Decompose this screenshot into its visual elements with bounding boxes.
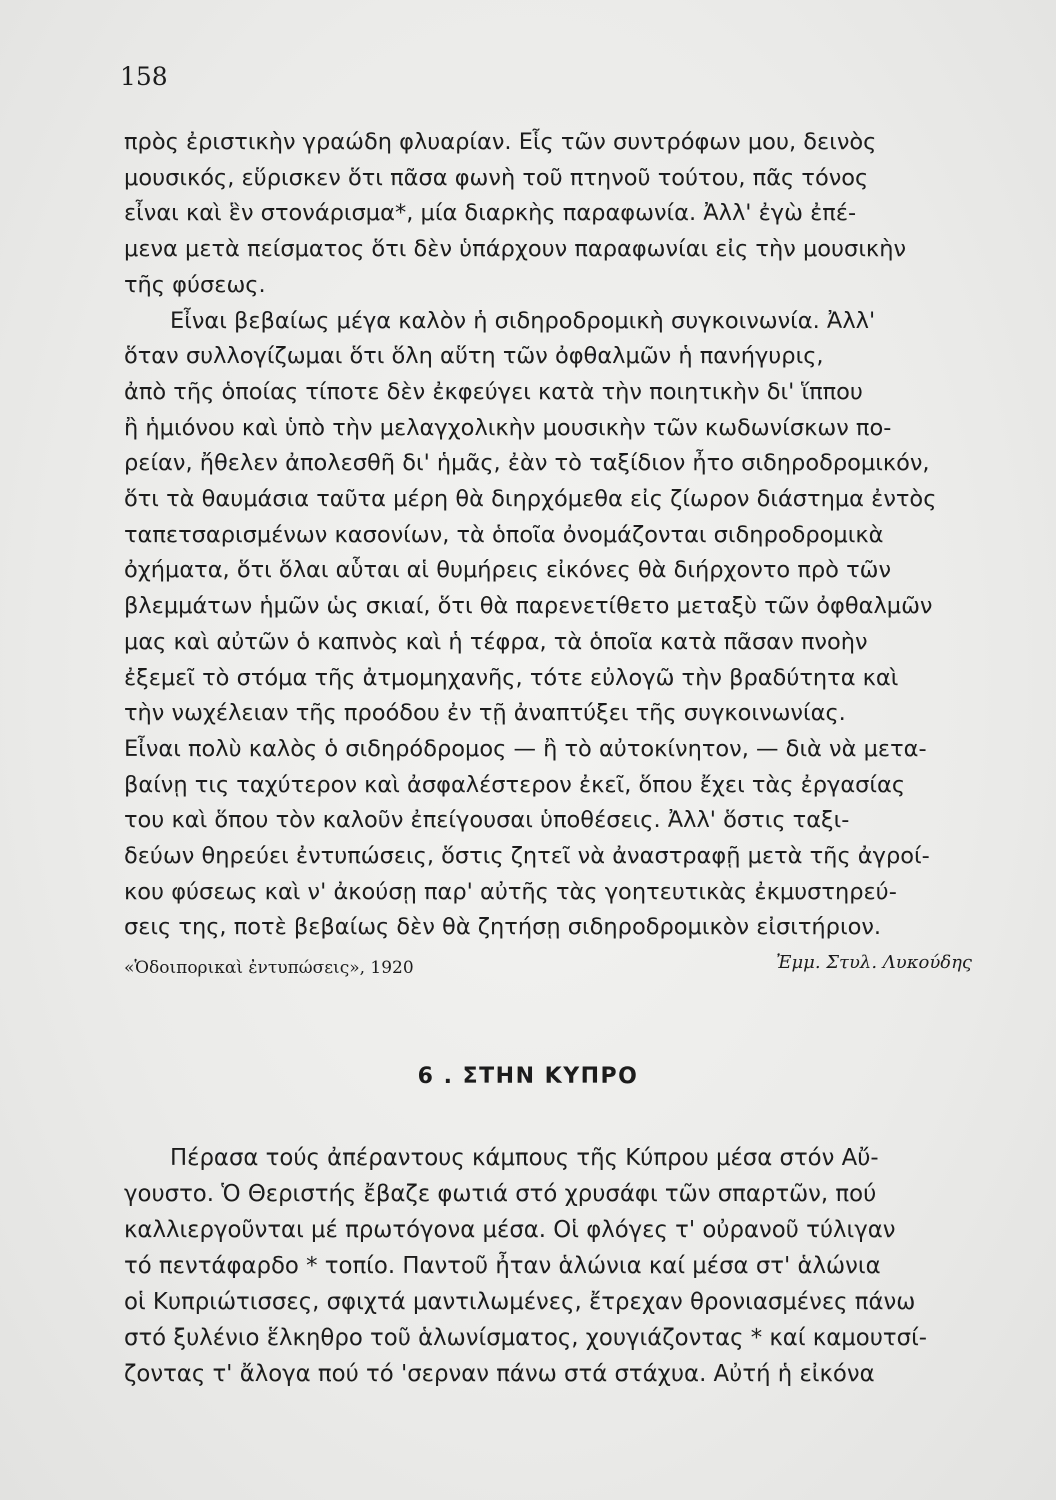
text-line: ταπετσαρισμένων κασονίων, τὰ ὁποῖα ὀνομάζονται σιδηροδρομικὰ	[124, 521, 884, 548]
text-line: πρὸς ἐριστικὴν γραώδη φλυαρίαν. Εἷς τῶν συντρόφων μου, δεινὸς	[124, 129, 877, 155]
text-line: ἢ ἡμιόνου καὶ ὑπὸ τὴν μελαγχολικὴν μουσικὴν τῶν κωδωνίσκων πο-	[124, 414, 892, 441]
author-name: Ἐμμ. Στυλ. Λυκούδης	[776, 952, 972, 973]
text-line: ὅτι τὰ θαυμάσια ταῦτα μέρη θὰ διηρχόμεθα εἰς ζίωρον διάστημα ἐντὸς	[124, 486, 937, 513]
text-line: μας καὶ αὐτῶν ὁ καπνὸς καὶ ἡ τέφρα, τὰ ὁποῖα κατὰ πᾶσαν πνοὴν	[124, 628, 868, 655]
text-line: ὀχήματα, ὅτι ὅλαι αὗται αἱ θυμήρεις εἰκόνες θὰ διήρχοντο πρὸ τῶν	[124, 557, 892, 584]
text-line: ρείαν, ἤθελεν ἀπολεσθῆ δι' ἡμᾶς, ἐὰν τὸ ταξίδιον ἦτο σιδηροδρομικόν,	[124, 450, 930, 477]
text-line: στό ξυλένιο ἕλκηθρο τοῦ ἁλωνίσματος, χουγιάζοντας * καί καμουτσί-	[124, 1325, 928, 1351]
text-line: βλεμμάτων ἡμῶν ὡς σκιαί, ὅτι θὰ παρενετίθετο μεταξὺ τῶν ὀφθαλμῶν	[124, 593, 933, 620]
source-citation: «Ὁδοιπορικαὶ ἐντυπώσεις», 1920	[124, 958, 414, 978]
text-line: τό πεντάφαρδο * τοπίο. Παντοῦ ἦταν ἁλώνια καί μέσα στ' ἁλώνια	[124, 1253, 881, 1279]
text-line: κου φύσεως καὶ ν' ἀκούσῃ παρ' αὐτῆς τὰς γοητευτικὰς ἐκμυστηρεύ-	[124, 878, 897, 905]
text-line: ζοντας τ' ἄλογα πού τό 'σερναν πάνω στά στάχυα. Αὐτή ἡ εἰκόνα	[124, 1361, 875, 1387]
prose-block-cyprus	[124, 1140, 972, 1392]
text-line: Πέρασα τούς ἀπέραντους κάμπους τῆς Κύπρου μέσα στόν Αὔ-	[170, 1145, 879, 1171]
text-line: καλλιεργοῦνται μέ πρωτόγονα μέσα. Οἱ φλόγες τ' οὐρανοῦ τύλιγαν	[124, 1217, 896, 1243]
text-line: βαίνῃ τις ταχύτερον καὶ ἀσφαλέστερον ἐκεῖ, ὅπου ἔχει τὰς ἐργασίας	[124, 771, 906, 798]
text-line: δεύων θηρεύει ἐντυπώσεις, ὅστις ζητεῖ νὰ ἀναστραφῇ μετὰ τῆς ἀγροί-	[124, 843, 930, 870]
text-line: σεις της, ποτὲ βεβαίως δὲν θὰ ζητήσῃ σιδηροδρομικὸν εἰσιτήριον.	[124, 914, 882, 941]
text-line: Εἶναι βεβαίως μέγα καλὸν ἡ σιδηροδρομικὴ συγκοινωνία. Ἀλλ'	[170, 307, 876, 334]
text-line: τὴν νωχέλειαν τῆς προόδου ἐν τῇ ἀναπτύξει τῆς συγκοινωνίας.	[124, 700, 846, 727]
text-line: οἱ Κυπριώτισσες, σφιχτά μαντιλωμένες, ἔτρεχαν θρονιασμένες πάνω	[124, 1289, 916, 1315]
text-line: μενα μετὰ πείσματος ὅτι δὲν ὑπάρχουν παραφωνίαι εἰς τὴν μουσικὴν	[124, 236, 907, 263]
text-line: εἶναι καὶ ἓν στονάρισμα*, μία διαρκὴς παραφωνία. Ἀλλ' ἐγὼ ἐπέ-	[124, 200, 857, 227]
text-line: γουστο. Ὁ Θεριστής ἔβαζε φωτιά στό χρυσάφι τῶν σπαρτῶν, πού	[124, 1181, 877, 1207]
text-line: μουσικός, εὕρισκεν ὅτι πᾶσα φωνὴ τοῦ πτηνοῦ τούτου, πᾶς τόνος	[124, 164, 869, 191]
text-line: ὅταν συλλογίζωμαι ὅτι ὅλη αὕτη τῶν ὀφθαλμῶν ἡ πανήγυρις,	[124, 343, 824, 370]
section-heading: 6 . ΣΤΗΝ ΚΥΠΡΟ	[417, 1064, 639, 1089]
text-line: Εἶναι πολὺ καλὸς ὁ σιδηρόδρομος — ἢ τὸ αὐτοκίνητον, — διὰ νὰ μετα-	[124, 735, 927, 762]
text-line: ἐξεμεῖ τὸ στόμα τῆς ἀτμομηχανῆς, τότε εὐλογῶ τὴν βραδύτητα καὶ	[124, 664, 899, 691]
text-line: του καὶ ὅπου τὸν καλοῦν ἐπείγουσαι ὑποθέσεις. Ἀλλ' ὅστις ταξι-	[124, 807, 850, 834]
page-number: 158	[120, 62, 168, 91]
text-line: ἀπὸ τῆς ὁποίας τίποτε δὲν ἐκφεύγει κατὰ τὴν ποιητικὴν δι' ἵππου	[124, 378, 863, 405]
text-line: τῆς φύσεως.	[124, 271, 266, 298]
prose-block-lykoudis	[124, 125, 972, 946]
